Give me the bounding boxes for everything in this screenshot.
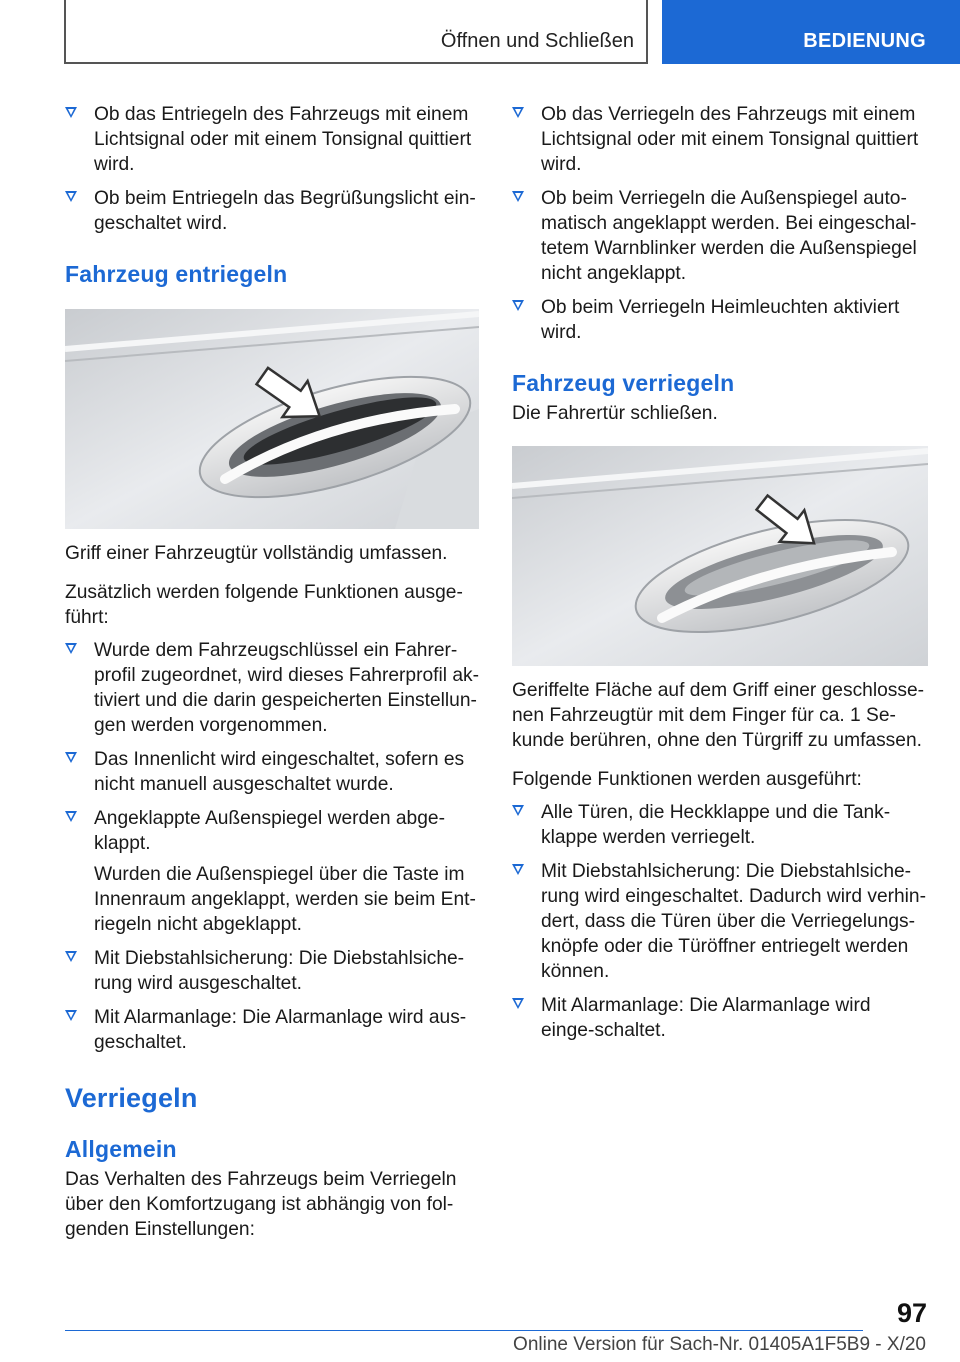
mirror-note: Wurden die Außenspiegel über die Taste im Innenraum angeklappt, werden sie beim Ent-riegeln nicht abgeklappt. xyxy=(94,864,476,935)
lock-instruction: Geriffelte Fläche auf dem Griff einer geschlosse-nen Fahrzeugtür mit dem Finger für ca. 1 Se-kunde berühren, ohne den Türgriff zu umfassen. xyxy=(512,680,925,751)
triangle-bullet-icon xyxy=(65,107,77,118)
list-item: Ob das Verriegeln des Fahrzeugs mit einem Lichtsignal oder mit einem Tonsignal quittiert wird. xyxy=(512,102,928,177)
lock-step: Die Fahrertür schließen. xyxy=(512,403,718,424)
triangle-bullet-icon xyxy=(65,951,77,962)
triangle-bullet-icon xyxy=(65,811,77,822)
right-column xyxy=(512,102,928,1052)
list-item: Mit Diebstahlsicherung: Die Diebstahlsiche-rung wird ausgeschaltet. xyxy=(65,946,479,996)
section-heading-lock-vehicle: Fahrzeug verriegeln xyxy=(512,370,735,396)
section-tab-label: BEDIENUNG xyxy=(803,30,926,52)
list-item: Alle Türen, die Heckklappe und die Tank-klappe werden verriegelt. xyxy=(512,800,928,850)
triangle-bullet-icon xyxy=(65,191,77,202)
section-tab[interactable] xyxy=(662,0,960,64)
list-item: Ob beim Verriegeln die Außenspiegel auto-matisch angeklappt werden. Bei eingeschal-tetem Warnblinker werden die Außenspiegel nicht angeklappt. xyxy=(512,186,928,286)
section-heading-lock: Verriegeln xyxy=(65,1083,198,1113)
triangle-bullet-icon xyxy=(512,191,524,202)
lock-functions-list xyxy=(512,800,928,1043)
door-handle-lock-illustration xyxy=(512,446,928,666)
triangle-bullet-icon xyxy=(65,752,77,763)
list-item: Angeklappte Außenspiegel werden abge-klappt. Wurden die Außenspiegel über die Taste im Innenraum angeklappt, werden sie beim Ent-riegeln nicht abgeklappt. xyxy=(65,806,479,937)
triangle-bullet-icon xyxy=(65,1010,77,1021)
list-item: Ob beim Entriegeln das Begrüßungslicht ein-geschaltet wird. xyxy=(65,186,479,236)
left-column xyxy=(65,102,479,1242)
section-heading-unlock: Fahrzeug entriegeln xyxy=(65,261,288,287)
page-number: 97 xyxy=(896,1298,927,1328)
triangle-bullet-icon xyxy=(512,107,524,118)
list-item: Mit Diebstahlsicherung: Die Diebstahlsiche-rung wird eingeschaltet. Dadurch wird verhin-dert, dass die Türen über die Verriegelungs-knöpfe oder die Türöffner entriegelt werden können. xyxy=(512,859,928,984)
triangle-bullet-icon xyxy=(65,643,77,654)
footer-divider xyxy=(65,1330,863,1331)
header-title: Öffnen und Schließen xyxy=(440,30,634,52)
general-text: Das Verhalten des Fahrzeugs beim Verriegeln über den Komfortzugang ist abhängig von fol-genden Einstellungen: xyxy=(65,1169,457,1240)
triangle-bullet-icon xyxy=(512,300,524,311)
triangle-bullet-icon xyxy=(512,864,524,875)
list-item: Mit Alarmanlage: Die Alarmanlage wird aus-geschaltet. xyxy=(65,1005,479,1055)
page-header xyxy=(64,0,648,64)
lock-intro: Folgende Funktionen werden ausgeführt: xyxy=(512,769,862,790)
list-item: Das Innenlicht wird eingeschaltet, sofern es nicht manuell ausgeschaltet wurde. xyxy=(65,747,479,797)
list-item: Ob beim Verriegeln Heimleuchten aktiviert wird. xyxy=(512,295,928,345)
list-item: Wurde dem Fahrzeugschlüssel ein Fahrer-profil zugeordnet, wird dieses Fahrerprofil ak-tiviert und die darin gespeicherten Einstellun-gen werden vorgenommen. xyxy=(65,638,479,738)
list-item: Mit Alarmanlage: Die Alarmanlage wird einge-schaltet. xyxy=(512,993,928,1043)
unlock-functions-list xyxy=(65,638,479,1055)
door-handle-unlock-illustration xyxy=(65,309,479,529)
subheading-general: Allgemein xyxy=(65,1136,177,1162)
unlock-instruction: Griff einer Fahrzeugtür vollständig umfassen. xyxy=(65,543,448,564)
footer-text: Online Version für Sach-Nr. 01405A1F5B9 - X/20 xyxy=(513,1334,926,1355)
triangle-bullet-icon xyxy=(512,998,524,1009)
triangle-bullet-icon xyxy=(512,805,524,816)
bullet-list xyxy=(65,102,479,236)
unlock-intro: Zusätzlich werden folgende Funktionen ausge-führt: xyxy=(65,582,463,628)
bullet-list xyxy=(512,102,928,345)
list-item: Ob das Entriegeln des Fahrzeugs mit einem Lichtsignal oder mit einem Tonsignal quittiert wird. xyxy=(65,102,479,177)
